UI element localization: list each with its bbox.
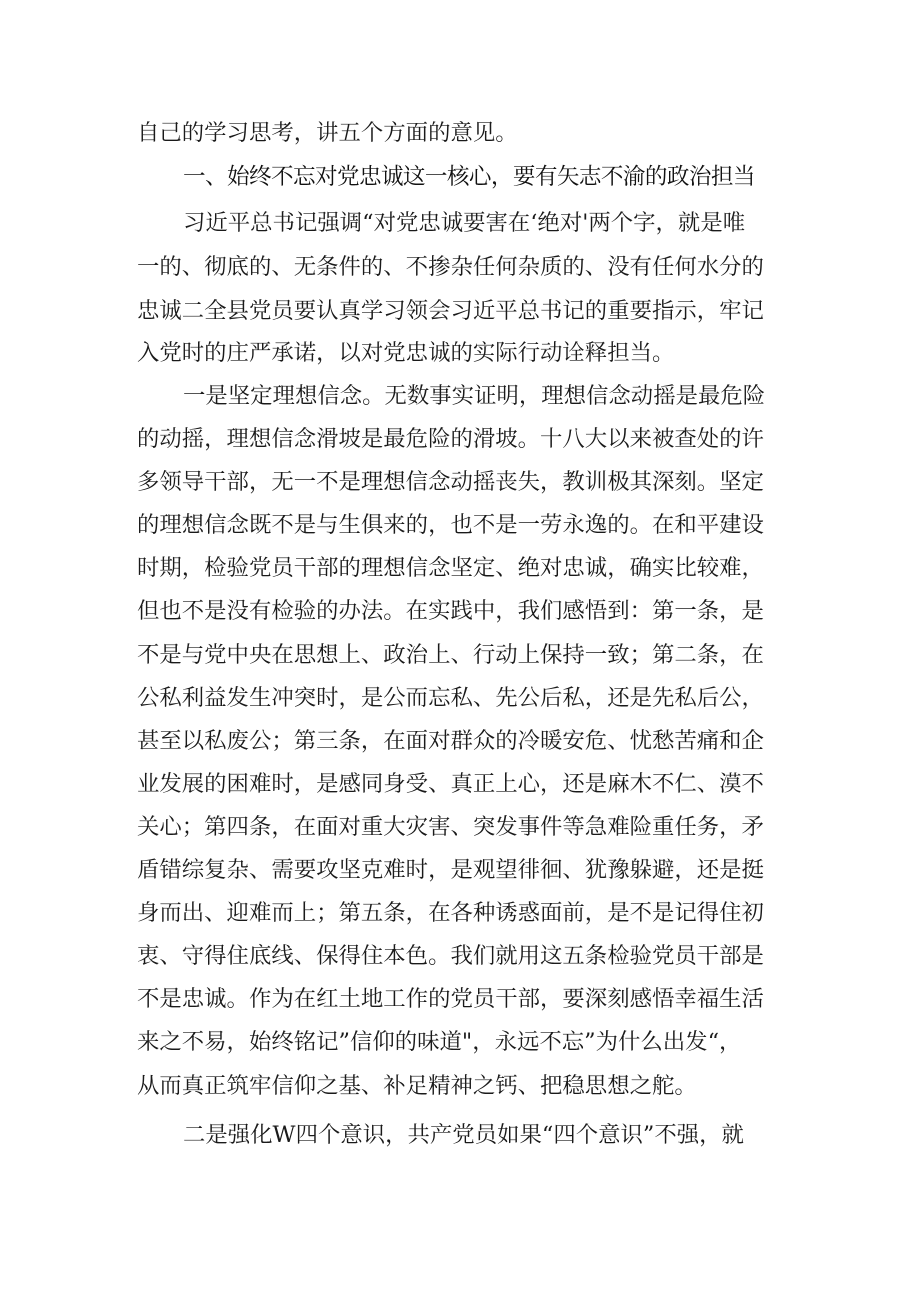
text-line-14: 公私利益发生冲突时，是公而忘私、先公后私，还是先私后公， (137, 685, 764, 711)
text-line-20: 衷、守得住底线、保得住本色。我们就用这五条检验党员干部是 (137, 943, 764, 969)
text-line-9: 多领导干部，无一不是理想信念动摇丧失，教训极其深刻。坚定 (137, 469, 764, 495)
text-line-24: 二是强化W四个意识，共产党员如果“四个意识”不强，就 (183, 1122, 744, 1148)
text-line-10: 的理想信念既不是与生俱来的，也不是一劳永逸的。在和平建设 (137, 512, 764, 538)
text-line-23: 从而真正筑牢信仰之基、补足精神之钙、把稳思想之舵。 (137, 1073, 697, 1099)
text-line-12: 但也不是没有检验的办法。在实践中，我们感悟到：第一条，是 (137, 598, 764, 624)
text-line-6: 入党时的庄严承诺，以对党忠诚的实际行动诠释担当。 (137, 340, 675, 366)
text-line-7: 一是坚定理想信念。无数事实证明，理想信念动摇是最危险 (183, 383, 766, 409)
text-line-15: 甚至以私废公；第三条，在面对群众的冷暖安危、忧愁苦痛和企 (137, 728, 764, 754)
text-line-11: 时期，检验党员干部的理想信念坚定、绝对忠诚，确实比较难， (137, 555, 764, 581)
text-line-13: 不是与党中央在思想上、政治上、行动上保持一致；第二条，在 (137, 642, 764, 668)
text-line-5: 忠诚二全县党员要认真学习领会习近平总书记的重要指示，牢记 (137, 298, 764, 324)
section-heading-1: 一、始终不忘对党忠诚这一核心，要有矢志不渝的政治担当 (183, 164, 755, 190)
text-line-16: 业发展的困难时，是感同身受、真正上心，还是麻木不仁、漠不 (137, 771, 764, 797)
text-line-17: 关心；第四条，在面对重大灾害、突发事件等急难险重任务，矛 (137, 814, 764, 840)
text-line-19: 身而出、迎难而上；第五条，在各种诱惑面前，是不是记得住初 (137, 900, 764, 926)
text-line-18: 盾错综复杂、需要攻坚克难时，是观望徘徊、犹豫躲避，还是挺 (137, 857, 764, 883)
text-line-8: 的动摇，理想信念滑坡是最危险的滑坡。十八大以来被查处的许 (137, 426, 764, 452)
text-line-4: 一的、彻底的、无条件的、不掺杂任何杂质的、没有任何水分的 (137, 254, 764, 280)
text-line-22: 来之不易，始终铭记”信仰的味道"，永远不忘”为什么出发“， (137, 1029, 742, 1055)
text-line-1: 自己的学习思考，讲五个方面的意见。 (137, 120, 518, 146)
text-line-3: 习近平总书记强调“对党忠诚要害在‘绝对'两个字，就是唯 (183, 210, 746, 236)
text-line-21: 不是忠诚。作为在红土地工作的党员干部，要深刻感悟幸福生活 (137, 986, 764, 1012)
